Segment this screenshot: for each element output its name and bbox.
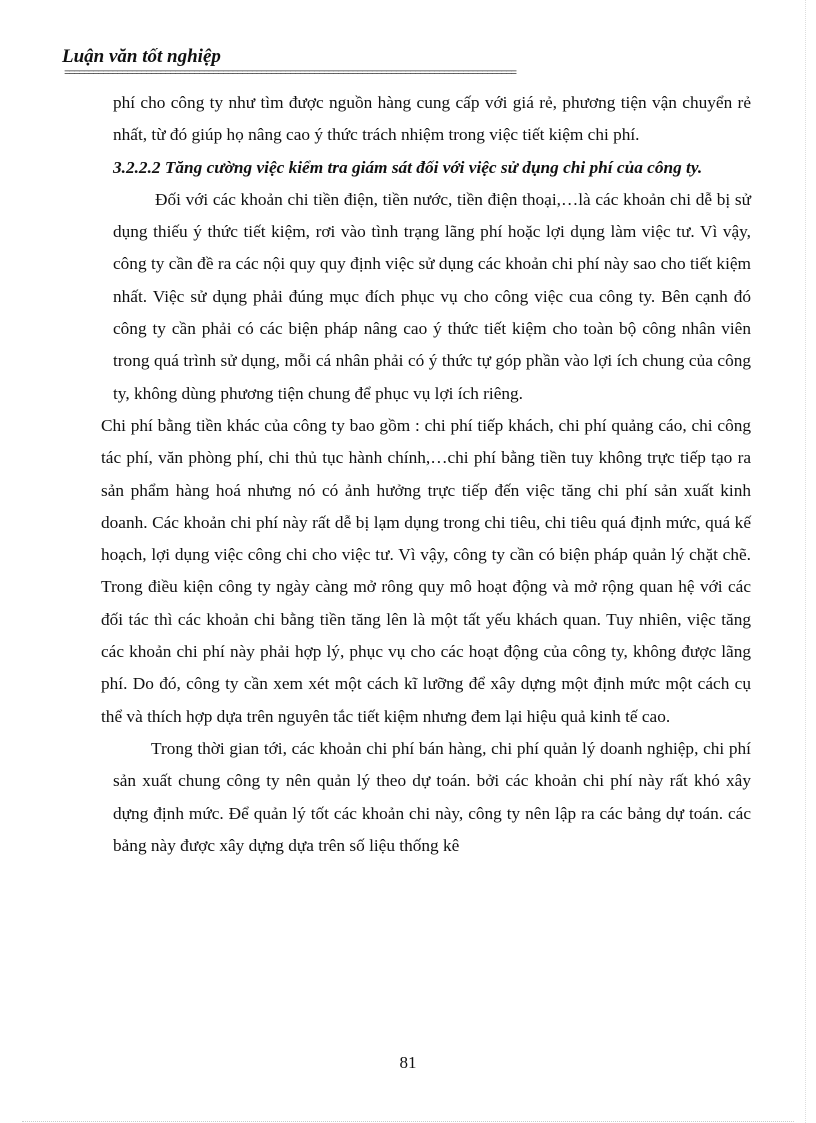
page-number: 81 (399, 1053, 417, 1072)
paragraph-utilities: Đối với các khoản chi tiền điện, tiền nước, tiền điện thoại,…là các khoản chi dễ bị sử dụng thiếu ý thức tiết kiệm, rơi vào tình trạng lãng phí hoặc lợi dụng làm việc tư. Vì vậy, công ty cần đề ra các nội quy quy định việc sử dụng các khoản chi phí này sao cho tiết kiệm nhất. Việc sử dụng phải đúng mục đích phục vụ cho công việc cua công ty. Bên cạnh đó công ty cần phải có các biện pháp nâng cao ý thức tiết kiệm cho toàn bộ công nhân viên trong quá trình sử dụng, mỗi cá nhân phải có ý thức tự góp phần vào lợi ích chung của công ty, không dùng phương tiện chung để phục vụ lợi ích riêng. (113, 189, 751, 403)
page-bottom-border (22, 1121, 794, 1122)
paragraph-continuation: phí cho công ty như tìm được nguồn hàng cung cấp với giá rẻ, phương tiện vận chuyển rẻ nhất, từ đó giúp họ nâng cao ý thức trách nhiệm trong việc tiết kiệm chi phí. (113, 93, 751, 145)
paragraph-other-cash-expenses: Chi phí bằng tiền khác của công ty bao gồm : chi phí tiếp khách, chi phí quảng cáo, chi công tác phí, văn phòng phí, chi thủ tục hành chính,…chi phí bằng tiền tuy không trực tiếp tạo ra sản phẩm hàng hoá nhưng nó có ảnh hưởng trực tiếp đến việc tăng chi phí sản xuất kinh doanh. Các khoản chi phí này rất dễ bị lạm dụng trong chi tiêu, chi tiêu quá định mức, quá kế hoạch, lợi dụng việc công chi cho việc tư. Vì vậy, công ty cần có biện pháp quản lý chặt chẽ. Trong điều kiện công ty ngày càng mở rông quy mô hoạt động và mở rộng quan hệ với các đối tác thì các khoản chi bằng tiền tăng lên là một tất yếu khách quan. Tuy nhiên, việc tăng các khoản chi phí này phải hợp lý, phục vụ cho các hoạt động của công ty, không được lãng phí. Do đó, công ty cần xem xét một cách kĩ lưỡng để xây dựng một định mức một cách cụ thể và thích hợp dựa trên nguyên tắc tiết kiệm nhưng đem lại hiệu quả kinh tế cao. (101, 415, 751, 726)
section-heading: 3.2.2.2 Tăng cường việc kiểm tra giám sát đối với việc sử dụng chi phí của công ty. (113, 157, 703, 177)
header-divider: ============================================================================================== (64, 69, 516, 79)
paragraph-budget-management: Trong thời gian tới, các khoản chi phí bán hàng, chi phí quản lý doanh nghiệp, chi phí sản xuất chung công ty nên quản lý theo dự toán. bởi các khoản chi phí này rất khó xây dựng định mức. Để quản lý tốt các khoản chi này, công ty nên lập ra các bảng dự toán. các bảng này được xây dựng dựa trên số liệu thống kê (113, 738, 751, 855)
page-right-border (805, 0, 806, 1123)
header-title: Luận văn tốt nghiệp (62, 46, 221, 67)
document-body (101, 87, 751, 862)
